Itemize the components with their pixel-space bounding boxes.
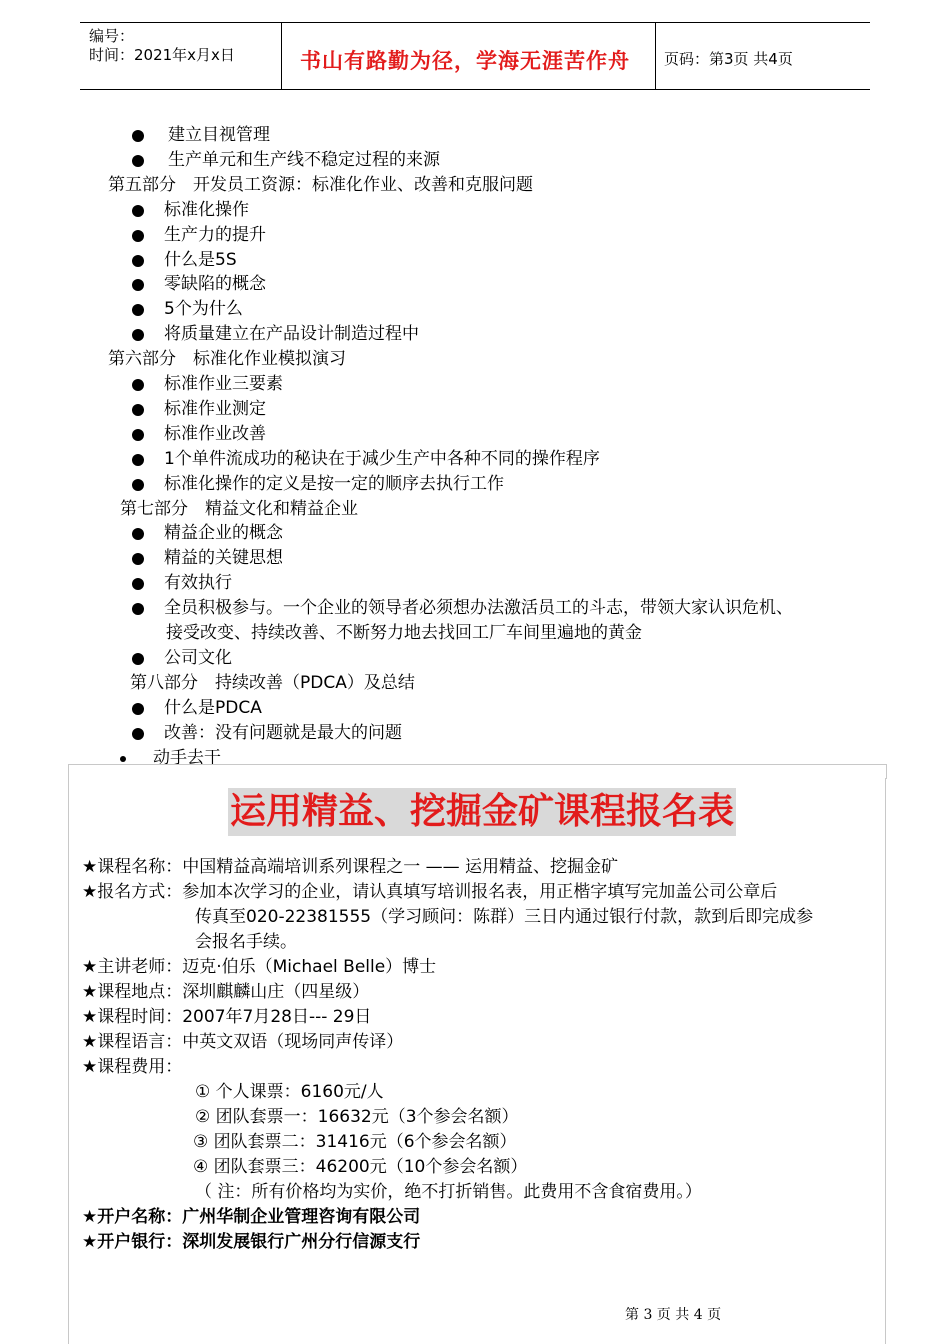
list-item: 生产单元和生产线不稳定过程的来源 [168, 150, 440, 170]
list-item: 动手去干 [153, 748, 221, 768]
account-name: ★开户名称：广州华制企业管理咨询有限公司 [82, 1207, 421, 1227]
bullet-icon [132, 603, 144, 615]
page-footer: 第 3 页 共 4 页 [625, 1307, 722, 1323]
course-time: ★课程时间：2007年7月28日--- 29日 [82, 1007, 372, 1027]
bullet-icon [132, 404, 144, 416]
list-item: 标准作业测定 [164, 399, 266, 419]
form-box-left-edge [68, 778, 69, 1344]
list-item: 什么是5S [164, 250, 237, 270]
bullet-icon [132, 329, 144, 341]
course-fee-label: ★课程费用： [82, 1057, 183, 1077]
header-bottom-rule [80, 89, 870, 90]
bullet-icon [132, 528, 144, 540]
header-motto: 书山有路勤为径，学海无涯苦作舟 [300, 48, 630, 73]
bullet-icon [132, 304, 144, 316]
list-item: 公司文化 [164, 648, 232, 668]
bullet-icon [132, 429, 144, 441]
header-divider [655, 22, 656, 89]
bullet-icon [132, 703, 144, 715]
form-box-top [68, 764, 887, 779]
list-item: 标准化操作 [164, 200, 249, 220]
list-item: 什么是PDCA [164, 698, 262, 718]
list-item: 标准作业三要素 [164, 374, 283, 394]
list-item: 标准作业改善 [164, 424, 266, 444]
bullet-icon [132, 230, 144, 242]
list-item: 标准化操作的定义是按一定的顺序去执行工作 [164, 474, 504, 494]
fee-item: ② 团队套票一：16632元（3个参会名额） [195, 1107, 519, 1127]
bullet-icon [132, 479, 144, 491]
signup-method-cont: 会报名手续。 [195, 932, 297, 952]
header-top-rule [80, 22, 870, 23]
fee-item: ① 个人课票：6160元/人 [195, 1082, 384, 1102]
bullet-icon [132, 728, 144, 740]
header-page-code: 页码：第3页 共4页 [664, 50, 793, 68]
bullet-icon [132, 653, 144, 665]
bullet-icon [132, 255, 144, 267]
bullet-icon [120, 756, 126, 762]
bullet-icon [132, 379, 144, 391]
list-item: 有效执行 [164, 573, 232, 593]
section-heading: 第六部分 标准化作业模拟演习 [108, 349, 346, 369]
bullet-icon [132, 578, 144, 590]
section-heading: 第五部分 开发员工资源：标准化作业、改善和克服问题 [108, 175, 533, 195]
list-item: 精益企业的概念 [164, 523, 283, 543]
course-location: ★课程地点：深圳麒麟山庄（四星级） [82, 982, 370, 1002]
bullet-icon [132, 553, 144, 565]
bullet-icon [132, 279, 144, 291]
form-title: 运用精益、挖掘金矿课程报名表 [228, 788, 736, 836]
list-item: 建立目视管理 [168, 125, 270, 145]
list-item: 1个单件流成功的秘诀在于减少生产中各种不同的操作程序 [164, 449, 600, 469]
account-bank: ★开户银行：深圳发展银行广州分行信源支行 [82, 1232, 421, 1252]
course-teacher: ★主讲老师：迈克·伯乐（Michael Belle）博士 [82, 957, 437, 977]
fee-item: ④ 团队套票三：46200元（10个参会名额） [193, 1157, 528, 1177]
bullet-icon [132, 454, 144, 466]
section-heading: 第七部分 精益文化和精益企业 [120, 499, 358, 519]
course-name: ★课程名称：中国精益高端培训系列课程之一 —— 运用精益、挖掘金矿 [82, 857, 619, 877]
list-item: 全员积极参与。一个企业的领导者必须想办法激活员工的斗志，带领大家认识危机、 [164, 598, 793, 618]
signup-method-cont: 传真至020-22381555（学习顾问：陈群）三日内通过银行付款，款到后即完成参 [195, 907, 814, 927]
course-language: ★课程语言：中英文双语（现场同声传译） [82, 1032, 404, 1052]
section-heading: 第八部分 持续改善（PDCA）及总结 [130, 673, 415, 693]
signup-method: ★报名方式：参加本次学习的企业，请认真填写培训报名表，用正楷字填写完加盖公司公章后 [82, 882, 778, 902]
list-item: 精益的关键思想 [164, 548, 283, 568]
fee-item: ③ 团队套票二：31416元（6个参会名额） [193, 1132, 517, 1152]
header-divider [281, 22, 282, 89]
fee-note: （ 注：所有价格均为实价，绝不打折销售。此费用不含食宿费用。） [195, 1182, 702, 1202]
list-item: 改善：没有问题就是最大的问题 [164, 723, 402, 743]
form-box-right-edge [885, 778, 886, 1344]
list-item: 将质量建立在产品设计制造过程中 [164, 324, 419, 344]
date-line: 时间：2021年x月x日 [89, 46, 235, 64]
bullet-icon [132, 130, 144, 142]
bullet-icon [132, 155, 144, 167]
serial-label: 编号： [89, 27, 135, 45]
list-item: 零缺陷的概念 [164, 274, 266, 294]
list-item: 生产力的提升 [164, 225, 266, 245]
list-item-continuation: 接受改变、持续改善、不断努力地去找回工厂车间里遍地的黄金 [166, 623, 642, 643]
list-item: 5个为什么 [164, 299, 243, 319]
bullet-icon [132, 205, 144, 217]
